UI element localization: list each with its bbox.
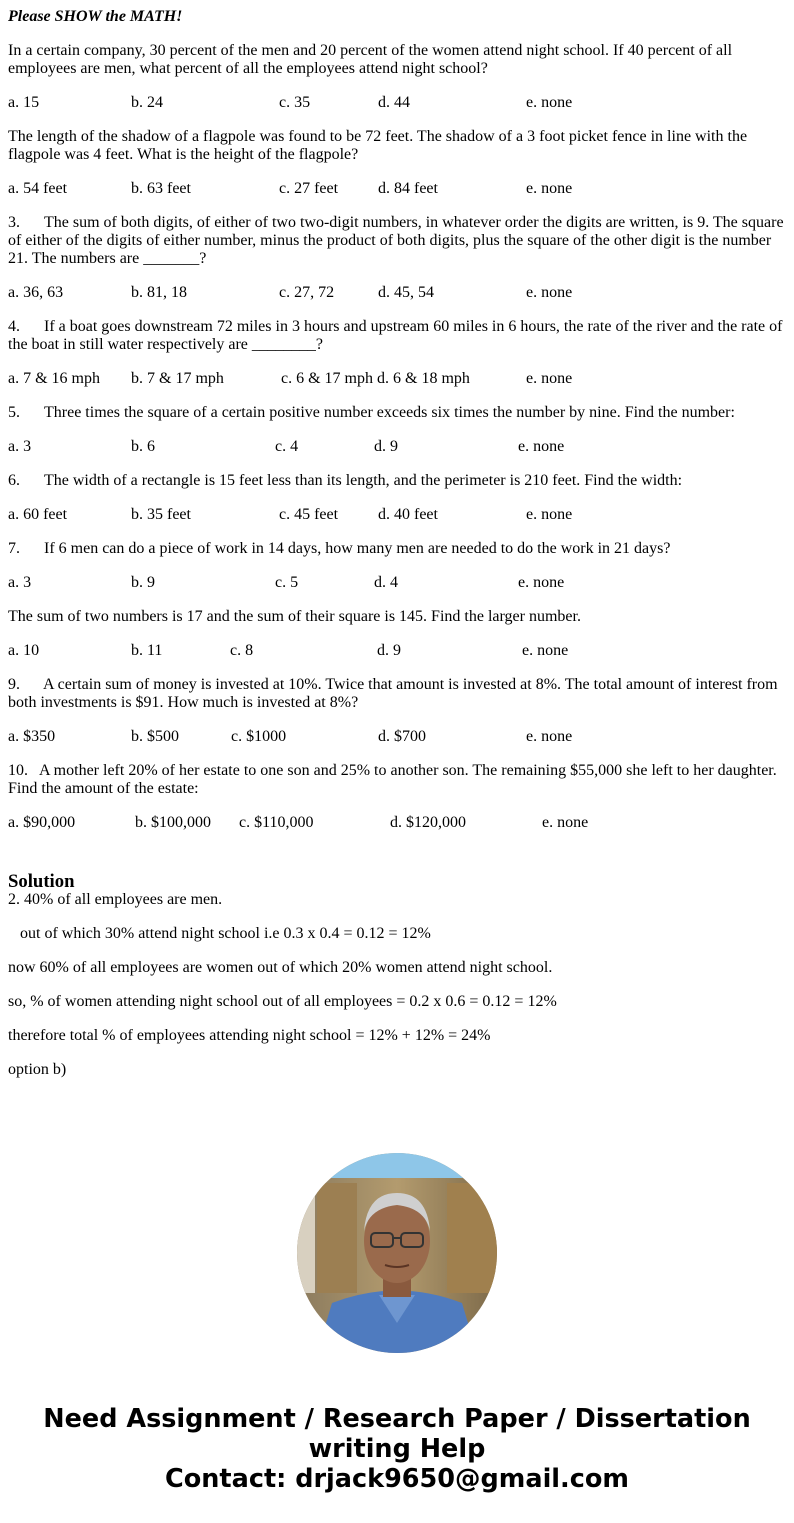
option-a: a. 10	[8, 642, 40, 659]
option-a: a. $90,000	[8, 814, 76, 831]
question-number: 9.	[8, 676, 20, 693]
question-7	[8, 540, 786, 558]
page-title: Please SHOW the MATH!	[8, 8, 183, 25]
solution-line: so, % of women attending night school out of all employees = 0.2 x 0.6 = 0.12 = 12%	[8, 993, 557, 1010]
question-2	[8, 128, 786, 164]
options-row-6	[8, 506, 786, 524]
portrait-image	[297, 1153, 497, 1353]
question-9	[8, 676, 786, 712]
question-4	[8, 318, 786, 354]
option-b: b. 35 feet	[131, 506, 191, 523]
option-a: a. 36, 63	[8, 284, 64, 301]
option-c: c. $110,000	[239, 814, 314, 831]
options-row-3	[8, 284, 786, 302]
solution-line: 2. 40% of all employees are men.	[8, 891, 223, 908]
question-text: Three times the square of a certain positive number exceeds six times the number by nine. Find the number:	[44, 404, 735, 421]
option-e: e. none	[526, 506, 573, 523]
option-e: e. none	[522, 642, 569, 659]
option-b: b. 9	[131, 574, 155, 591]
question-5	[8, 404, 786, 422]
option-e: e. none	[542, 814, 589, 831]
question-8	[8, 608, 786, 626]
option-d: d. $700	[378, 728, 426, 745]
options-row-10	[8, 814, 786, 832]
question-number: 7.	[8, 540, 20, 557]
question-number: 4.	[8, 318, 20, 335]
question-text: In a certain company, 30 percent of the men and 20 percent of the women attend night school. If 40 percent of all employees are men, what percent of all the employees attend night school?	[8, 42, 733, 77]
option-d: d. 44	[378, 94, 410, 111]
question-text: The sum of both digits, of either of two two-digit numbers, in whatever order the digits are written, is 9. The square of either of the digits of either number, minus the product of both digits, plus the square of the other digit is the number 21. The numbers are _______?	[8, 214, 784, 267]
question-text: A certain sum of money is invested at 10%. Twice that amount is invested at 8%. The total amount of interest from both investments is $91. How much is invested at 8%?	[8, 676, 778, 711]
question-1	[8, 42, 786, 78]
option-b: b. 7 & 17 mph	[131, 370, 224, 387]
option-d: d. 84 feet	[378, 180, 438, 197]
question-number: 6.	[8, 472, 20, 489]
option-b: b. $100,000	[135, 814, 211, 831]
promo-line: Need Assignment / Research Paper / Dissertation	[43, 1404, 751, 1434]
solution-heading: Solution	[8, 870, 75, 892]
question-number: 3.	[8, 214, 20, 231]
question-text: The width of a rectangle is 15 feet less than its length, and the perimeter is 210 feet. Find the width:	[44, 472, 683, 489]
option-d: d. 45, 54	[378, 284, 434, 301]
author-photo	[297, 1153, 497, 1353]
option-b: b. 81, 18	[131, 284, 187, 301]
question-10	[8, 762, 786, 798]
option-a: a. 3	[8, 438, 32, 455]
option-e: e. none	[518, 574, 565, 591]
option-d: d. 4	[374, 574, 398, 591]
options-row-5	[8, 438, 786, 456]
option-c: c. $1000	[231, 728, 287, 745]
option-e: e. none	[526, 370, 573, 387]
option-e: e. none	[526, 180, 573, 197]
option-c: c. 8	[230, 642, 254, 659]
question-text: If 6 men can do a piece of work in 14 days, how many men are needed to do the work in 21 days?	[44, 540, 671, 557]
option-d: d. 6 & 18 mph	[377, 370, 470, 387]
option-a: a. 7 & 16 mph	[8, 370, 100, 387]
option-c: c. 27 feet	[279, 180, 339, 197]
option-b: b. 63 feet	[131, 180, 191, 197]
option-e: e. none	[526, 284, 573, 301]
question-text: The length of the shadow of a flagpole was found to be 72 feet. The shadow of a 3 foot picket fence in line with the flagpole was 4 feet. What is the height of the flagpole?	[8, 128, 748, 163]
options-row-8	[8, 642, 786, 660]
option-e: e. none	[526, 94, 573, 111]
option-e: e. none	[526, 728, 573, 745]
option-d: d. 40 feet	[378, 506, 438, 523]
option-d: d. 9	[377, 642, 401, 659]
option-c: c. 35	[279, 94, 311, 111]
question-number: 10.	[8, 762, 28, 779]
option-c: c. 45 feet	[279, 506, 339, 523]
option-a: a. 3	[8, 574, 32, 591]
option-e: e. none	[518, 438, 565, 455]
solution-line: option b)	[8, 1061, 67, 1078]
option-d: d. $120,000	[390, 814, 466, 831]
option-c: c. 27, 72	[279, 284, 335, 301]
option-d: d. 9	[374, 438, 398, 455]
question-text: The sum of two numbers is 17 and the sum of their square is 145. Find the larger number.	[8, 608, 581, 625]
option-c: c. 6 & 17 mph	[281, 370, 373, 387]
question-text: If a boat goes downstream 72 miles in 3 hours and upstream 60 miles in 6 hours, the rate of the river and the rate of the boat in still water respectively are ________?	[8, 318, 783, 353]
solution-line: therefore total % of employees attending night school = 12% + 12% = 24%	[8, 1027, 491, 1044]
promo-contact: Contact: drjack9650@gmail.com	[165, 1464, 629, 1494]
question-3	[8, 214, 786, 268]
solution-line: now 60% of all employees are women out of which 20% women attend night school.	[8, 959, 553, 976]
question-number: 5.	[8, 404, 20, 421]
option-b: b. $500	[131, 728, 179, 745]
question-6	[8, 472, 786, 490]
option-a: a. 54 feet	[8, 180, 68, 197]
options-row-9	[8, 728, 786, 746]
option-c: c. 5	[275, 574, 299, 591]
options-row-1	[8, 94, 786, 112]
options-row-7	[8, 574, 786, 592]
option-b: b. 11	[131, 642, 163, 659]
question-text: A mother left 20% of her estate to one son and 25% to another son. The remaining $55,000 she left to her daughter. Find the amount of the estate:	[8, 762, 777, 797]
option-b: b. 24	[131, 94, 163, 111]
promo-line: writing Help	[308, 1434, 486, 1464]
options-row-4	[8, 370, 786, 388]
option-a: a. 15	[8, 94, 40, 111]
option-a: a. 60 feet	[8, 506, 68, 523]
options-row-2	[8, 180, 786, 198]
option-c: c. 4	[275, 438, 299, 455]
solution-line: out of which 30% attend night school i.e 0.3 x 0.4 = 0.12 = 12%	[8, 925, 431, 942]
promo-banner	[0, 1404, 794, 1494]
option-a: a. $350	[8, 728, 56, 745]
option-b: b. 6	[131, 438, 155, 455]
